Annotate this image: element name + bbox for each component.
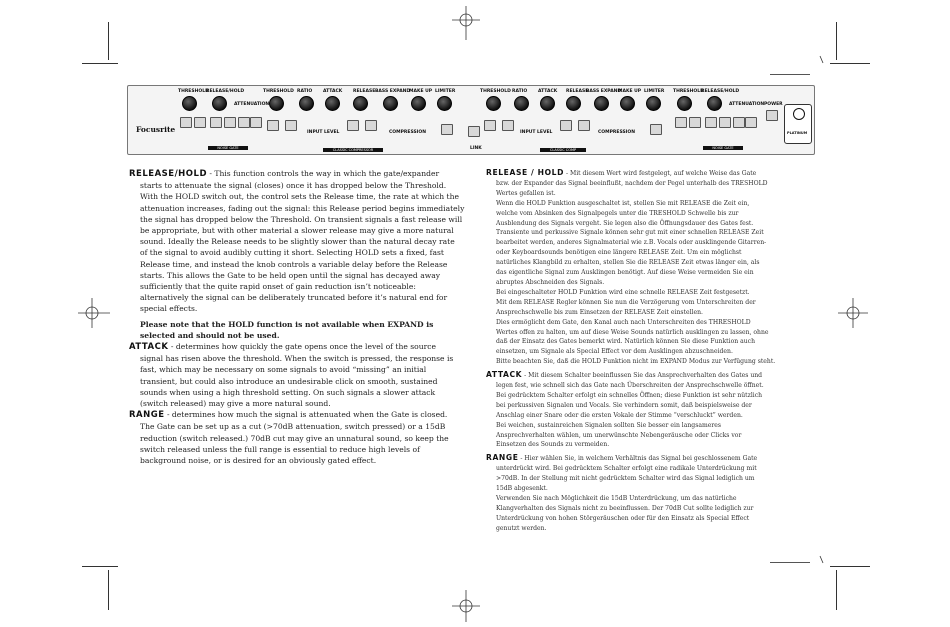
text-line: Verwenden Sie nach Möglichkeit die 15dB Unterdrückung, um das natürliche (496, 495, 737, 502)
text-line: das eigentliche Signal zum Ausklingen benötigt. Auf diese Weise vermeiden Sie ein (496, 269, 754, 277)
german-column (486, 168, 826, 534)
range-button[interactable] (194, 117, 206, 128)
soft-knee-button[interactable] (285, 120, 297, 131)
text-line: - determines how quickly the gate opens once the level of the source (168, 342, 436, 352)
text-line: >70dB. In der Stellung mit nicht gedrücktem Schalter wird das Signal lediglich um (496, 475, 755, 483)
compression-label: COMPRESSION (389, 130, 426, 135)
bass-expand-label: BASS EXPAND (586, 89, 622, 94)
text-line: daß der Einsatz des Gates bemerkt wird. Natürlich können Sie diese Funktion auch (496, 338, 755, 346)
text-line: starts. This allows the Gate to be held open until the signal has decayed away (140, 270, 441, 280)
comp-threshold-knob[interactable] (269, 96, 284, 111)
text-line: sounds when using a high threshold setting. On such signals a slower attack (140, 387, 436, 397)
threshold-knob[interactable] (182, 96, 197, 111)
input-level-label: INPUT LEVEL (307, 130, 340, 135)
attenuation-label: ATTENUATION (729, 102, 765, 107)
expand-button[interactable] (210, 117, 222, 128)
text-line: Mit dem RELEASE Regler können Sie nun die Verzögerung vom Unterschreiten der (496, 298, 756, 306)
comp-hold-button[interactable] (365, 120, 377, 131)
text-line: alternatively the signal can be deliberately truncated before it’s natural end for (140, 293, 448, 303)
limiter-label: LIMITER (435, 89, 456, 94)
auto-button[interactable] (560, 120, 572, 131)
comp-threshold-knob[interactable] (486, 96, 501, 111)
limiter-in-button[interactable] (650, 124, 662, 135)
text-line: Bitte beachten Sie, daß die HOLD Funktion nicht im EXPAND Modus zur Verfügung steht. (496, 358, 776, 366)
limiter-label: LIMITER (644, 89, 665, 94)
ratio-label: RATIO (512, 89, 528, 94)
text-line: oder Keyboardsounds benötigen eine längere RELEASE Zeit. Um ein möglichst (496, 249, 742, 257)
compressor-bar: CLASSIC COMP (540, 148, 586, 152)
comp-threshold-label: THRESHOLD (480, 89, 511, 94)
attack-knob[interactable] (540, 96, 555, 111)
text-line: reduction (switch released.) 70dB cut may give an unnatural sound, so keep the (140, 433, 449, 443)
make-up-knob[interactable] (411, 96, 426, 111)
text-line: signal has risen above the threshold. When the switch is pressed, the response is (140, 354, 454, 364)
hold-button[interactable] (224, 117, 236, 128)
text-line: welche vom Absinken des Signalpegels unter die TRESHOLD Schwelle bis zur (496, 209, 739, 217)
gate-in-button[interactable] (745, 117, 757, 128)
input-level-label: INPUT LEVEL (520, 130, 553, 135)
range-heading-de: RANGE (486, 453, 519, 463)
text-line: the signal has dropped below the Threshold. On transient signals a fast release will (140, 214, 463, 224)
text-line: - Mit diesem Wert wird festgelegt, auf welche Weise das Gate (564, 170, 757, 177)
power-label: POWER (764, 102, 783, 107)
threshold-label: THRESHOLD (673, 89, 704, 94)
release-knob[interactable] (566, 96, 581, 111)
attenuation-label: ATTENUATION (234, 102, 270, 107)
text-line: of the signal to avoid audibly cutting it short. Selecting HOLD sets a fixed, fast (140, 248, 444, 258)
make-up-label: MAKE UP (618, 89, 642, 94)
release-label: RELEASE (566, 89, 589, 94)
bass-expand-label: BASS EXPAND (375, 89, 411, 94)
release-hold-section-de (486, 168, 826, 367)
hold-button[interactable] (719, 117, 731, 128)
badge-logo-icon (793, 108, 805, 120)
text-line: sufficiently that the quite rapid onset of gain reduction isn’t noticeable: (140, 282, 416, 292)
text-line: - This function controls the way in which the gate/expander (207, 169, 440, 178)
text-line: Dies ermöglicht dem Gate, den Kanal auch nach Unterschreiten des THRESHOLD (496, 318, 751, 326)
text-line: Klangverhalten des Signals nicht zu beeinflussen. Der 70dB Cut sollte lediglich zur (496, 504, 754, 512)
english-column (129, 168, 474, 466)
text-line: Ausblendung des Signals vergeht. Sie legen also die Öffnungsdauer des Gates fest. (496, 219, 754, 227)
range-section-de (486, 453, 826, 533)
attack-heading: ATTACK (129, 342, 169, 353)
release-label: RELEASE (353, 89, 376, 94)
text-line: natürliches Klangbild zu erhalten, stellen Sie die RELEASE Zeit etwas länger ein, als (496, 259, 760, 267)
text-line: genutzt werden. (496, 524, 547, 532)
text-line: Release time, and instead the knob controls a variable delay before the Release (140, 259, 448, 269)
text-line: bzw. der Expander das Signal beeinflußt, nachdem der Pegel unterhalb des TRESHOLD (496, 179, 768, 187)
rack-unit-front-panel (127, 85, 815, 155)
text-line: be appropriate, but with other material a slower release may give a more natural (140, 226, 454, 236)
release-hold-knob[interactable] (707, 96, 722, 111)
threshold-knob[interactable] (677, 96, 692, 111)
hold-note: Please note that the HOLD function is not available when EXPAND is selected and should not be used. (140, 319, 434, 340)
make-up-label: MAKE UP (409, 89, 433, 94)
text-line: transient, but could also introduce an undesirable click on smooth, sustained (140, 376, 438, 386)
comp-hold-button[interactable] (578, 120, 590, 131)
bass-expand-knob[interactable] (383, 96, 398, 111)
text-line: switch released unless the full range is essential to reduce high levels of (140, 444, 420, 454)
text-line: Transiente und perkussive Signale können sehr gut mit einer schnellen RELEASE Zeit (496, 229, 764, 237)
ratio-knob[interactable] (299, 96, 314, 111)
key-button[interactable] (238, 117, 250, 128)
comp-threshold-label: THRESHOLD (263, 89, 294, 94)
attack-heading-de: ATTACK (486, 370, 523, 380)
release-hold-heading-de: RELEASE / HOLD (486, 168, 565, 177)
fast-attack-button[interactable] (180, 117, 192, 128)
text-line: special effects. (140, 304, 198, 314)
bass-expand-knob[interactable] (594, 96, 609, 111)
text-line: - determines how much the signal is attenuated when the Gate is closed. (164, 410, 448, 420)
ratio-knob[interactable] (514, 96, 529, 111)
threshold-label: THRESHOLD (178, 89, 209, 94)
release-hold-label: RELEASE/HOLD (701, 89, 740, 94)
range-section (129, 409, 474, 466)
compressor-right (480, 86, 670, 155)
text-line: Bei weichen, sustainreichen Signalen sollten Sie besser ein langsameres (496, 421, 722, 429)
attack-label: ATTACK (538, 89, 558, 94)
range-button[interactable] (689, 117, 701, 128)
expand-button[interactable] (705, 117, 717, 128)
fast-attack-button[interactable] (675, 117, 687, 128)
auto-button[interactable] (347, 120, 359, 131)
soft-knee-button[interactable] (502, 120, 514, 131)
attack-knob[interactable] (325, 96, 340, 111)
attack-label: ATTACK (323, 89, 343, 94)
power-button[interactable] (766, 110, 778, 121)
compressor-left (263, 86, 463, 155)
text-line: bei perkussiven Signalen und Vocals. Sie verhindern somit, daß beispielsweise der (496, 401, 752, 409)
text-line: The Gate can be set up as a cut (>70dB attenuation, switch pressed) or a 15dB (140, 422, 446, 432)
compression-label: COMPRESSION (598, 130, 635, 135)
key-button[interactable] (733, 117, 745, 128)
text-line: background noise, or is desired for an obviously gated effect. (140, 456, 377, 466)
text-line: Anschlag einer Snare oder die ersten Vokale der Stimme “verschluckt” werden. (496, 411, 743, 419)
gate-in-button[interactable] (250, 117, 262, 128)
release-hold-label: RELEASE/HOLD (206, 89, 245, 94)
limiter-in-button[interactable] (441, 124, 453, 135)
text-line: sound. Ideally the Release needs to be slightly slower than the natural decay rate (140, 237, 455, 247)
release-knob[interactable] (353, 96, 368, 111)
ratio-label: RATIO (297, 89, 313, 94)
noise-gate-bar: NOISE GATE (208, 146, 248, 150)
attack-section-de (486, 370, 826, 450)
release-hold-section (129, 168, 474, 341)
text-line: With the HOLD switch out, the control sets the Release time, the rate at which the (140, 192, 459, 202)
text-line: einsetzen, um Signale als Special Effect vor dem Ausklingen abzuschneiden. (496, 348, 733, 356)
text-line: Wertes gefallen ist. (496, 189, 556, 197)
brand-logo: Focusrite (136, 125, 176, 134)
comp-in-button[interactable] (484, 120, 496, 131)
compressor-bar: CLASSIC COMPRESSOR (323, 148, 383, 152)
range-heading: RANGE (129, 410, 165, 421)
make-up-knob[interactable] (620, 96, 635, 111)
noise-gate-bar: NOISE GATE (703, 146, 743, 150)
text-line: Unterdrückung von hohen Störgeräuschen oder für den Einsatz als Special Effect (496, 514, 750, 522)
link-label: LINK (470, 146, 482, 151)
comp-in-button[interactable] (267, 120, 279, 131)
text-line: Ansprechschwelle bis zum Einsetzen der RELEASE Zeit einstellen. (496, 308, 703, 316)
limiter-knob[interactable] (437, 96, 452, 111)
text-line: (switch released) may give a more natural sound. (140, 399, 331, 409)
text-line: - Mit diesem Schalter beeinflussen Sie das Ansprechverhalten des Gates und (522, 372, 763, 380)
platinum-badge: PLATINUM (784, 104, 812, 144)
link-button[interactable] (468, 126, 480, 137)
text-line: fast, which may be necessary on some signals to avoid “missing” an initial (140, 365, 427, 375)
text-line: Bei gedrücktem Schalter erfolgt ein schnelles Öffnen; diese Funktion ist sehr nützlich (496, 391, 763, 399)
text-line: Wenn die HOLD Funktion ausgeschaltet ist, stellen Sie mit RELEASE die Zeit ein, (496, 199, 750, 207)
text-line: Wertes offen zu halten, um auf diese Weise Sounds natürlich ausklingen zu lassen, ohne (496, 328, 769, 336)
attack-section (129, 341, 474, 409)
limiter-knob[interactable] (646, 96, 661, 111)
text-line: Ansprechverhalten wählen, um unerwünschte Nebengeräusche oder Clicks vor (496, 431, 742, 439)
text-line: legen fest, wie schnell sich das Gate nach Überschreiten der Ansprechschwelle öffnet. (496, 382, 764, 390)
text-line: starts to attenuate the signal (closes) once it has dropped below the Threshold. (140, 181, 447, 191)
release-hold-heading: RELEASE/HOLD (129, 169, 207, 179)
text-line: Bei eingeschalteter HOLD Funktion wird eine schnelle RELEASE Zeit festgesetzt. (496, 288, 750, 296)
text-line: 15dB abgesenkt. (496, 485, 548, 493)
text-line: bearbeitet werden, anderes Signalmaterial wie z.B. Vocals oder ausklingende Gitarren- (496, 239, 767, 247)
noise-gate-left (178, 86, 270, 155)
release-hold-knob[interactable] (212, 96, 227, 111)
text-line: - Hier wählen Sie, in welchem Verhältnis das Signal bei geschlossenem Gate (518, 455, 758, 463)
noise-gate-right (673, 86, 765, 155)
text-line: abruptes Abschneiden des Signals. (496, 278, 605, 286)
text-line: Einsetzen des Sounds zu vermeiden. (496, 441, 610, 449)
text-line: attenuation increases, fading out the signal: this Release period begins immediately (140, 203, 465, 213)
text-line: unterdrückt wird. Bei gedrücktem Schalter erfolgt eine radikale Unterdrückung mit (496, 465, 757, 473)
